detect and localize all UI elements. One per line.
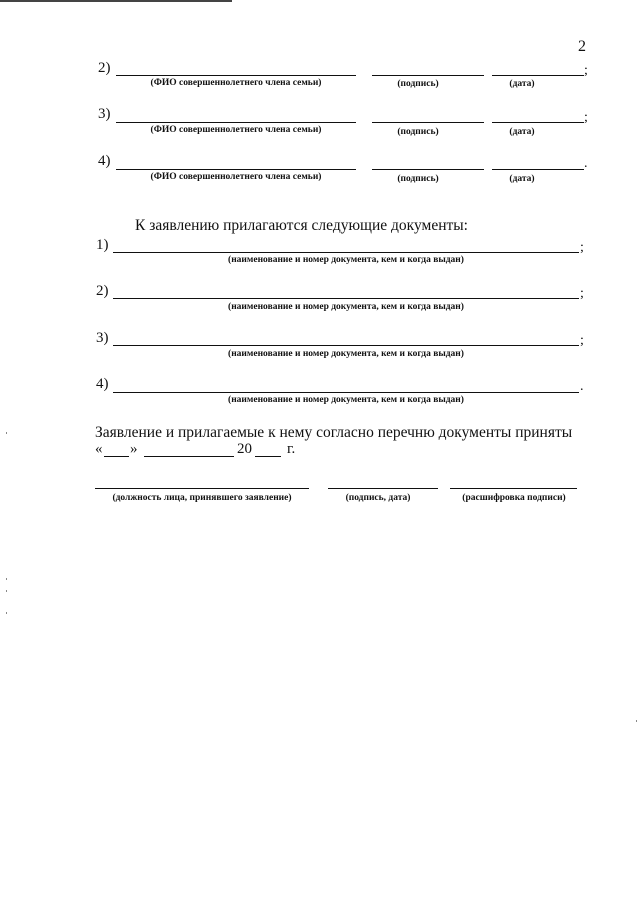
top-border-mark [0, 0, 232, 2]
position-caption: (должность лица, принявшего заявление) [112, 493, 292, 503]
close-quote: » [130, 441, 138, 457]
document-line[interactable] [113, 345, 579, 346]
date-caption: (дата) [509, 127, 535, 137]
position-line[interactable] [95, 488, 309, 489]
row-end-punct: ; [584, 110, 588, 125]
row-end-punct: ; [580, 333, 584, 348]
document-caption: (наименование и номер документа, кем и когда выдан) [228, 302, 464, 312]
document-line[interactable] [113, 252, 579, 253]
document-line[interactable] [113, 298, 579, 299]
name-line[interactable] [116, 122, 356, 123]
year-suffix: г. [287, 441, 296, 457]
scan-speck [6, 590, 7, 592]
year-line[interactable] [255, 456, 281, 457]
row-number: 3) [98, 106, 111, 122]
date-caption: (дата) [509, 79, 535, 89]
signature-line[interactable] [372, 122, 484, 123]
signature-caption: (подпись) [397, 174, 439, 184]
name-caption: (ФИО совершеннолетнего члена семьи) [150, 172, 322, 182]
row-end-punct: . [584, 156, 588, 171]
document-caption: (наименование и номер документа, кем и когда выдан) [228, 255, 464, 265]
sign-date-line[interactable] [328, 488, 438, 489]
row-end-punct: . [580, 379, 584, 394]
scan-speck [6, 432, 7, 434]
row-number: 2) [96, 283, 109, 299]
signature-caption: (подпись) [397, 127, 439, 137]
accepted-statement: Заявление и прилагаемые к нему согласно перечню документы приняты [95, 424, 573, 441]
signature-line[interactable] [372, 75, 484, 76]
row-end-punct: ; [584, 63, 588, 78]
document-line[interactable] [113, 392, 579, 393]
row-end-punct: ; [580, 240, 584, 255]
open-quote: « [95, 441, 103, 457]
day-line[interactable] [104, 456, 129, 457]
name-line[interactable] [116, 75, 356, 76]
document-caption: (наименование и номер документа, кем и когда выдан) [228, 395, 464, 405]
signature-caption: (подпись) [397, 79, 439, 89]
sign-date-caption: (подпись, дата) [345, 493, 411, 503]
documents-heading: К заявлению прилагаются следующие документы: [135, 217, 468, 234]
date-caption: (дата) [509, 174, 535, 184]
scan-speck [636, 720, 637, 722]
row-number: 4) [98, 153, 111, 169]
row-number: 3) [96, 330, 109, 346]
row-number: 2) [98, 60, 111, 76]
date-line[interactable] [492, 169, 584, 170]
document-caption: (наименование и номер документа, кем и когда выдан) [228, 349, 464, 359]
decode-line[interactable] [450, 488, 577, 489]
name-line[interactable] [116, 169, 356, 170]
row-end-punct: ; [580, 286, 584, 301]
row-number: 4) [96, 376, 109, 392]
name-caption: (ФИО совершеннолетнего члена семьи) [150, 78, 322, 88]
scan-speck [6, 578, 7, 580]
page-number: 2 [578, 38, 586, 55]
century: 20 [237, 441, 252, 457]
signature-line[interactable] [372, 169, 484, 170]
scan-speck [6, 612, 7, 614]
name-caption: (ФИО совершеннолетнего члена семьи) [150, 125, 322, 135]
row-number: 1) [96, 237, 109, 253]
decode-caption: (расшифровка подписи) [462, 493, 566, 503]
date-line[interactable] [492, 75, 584, 76]
date-line[interactable] [492, 122, 584, 123]
month-line[interactable] [144, 456, 234, 457]
